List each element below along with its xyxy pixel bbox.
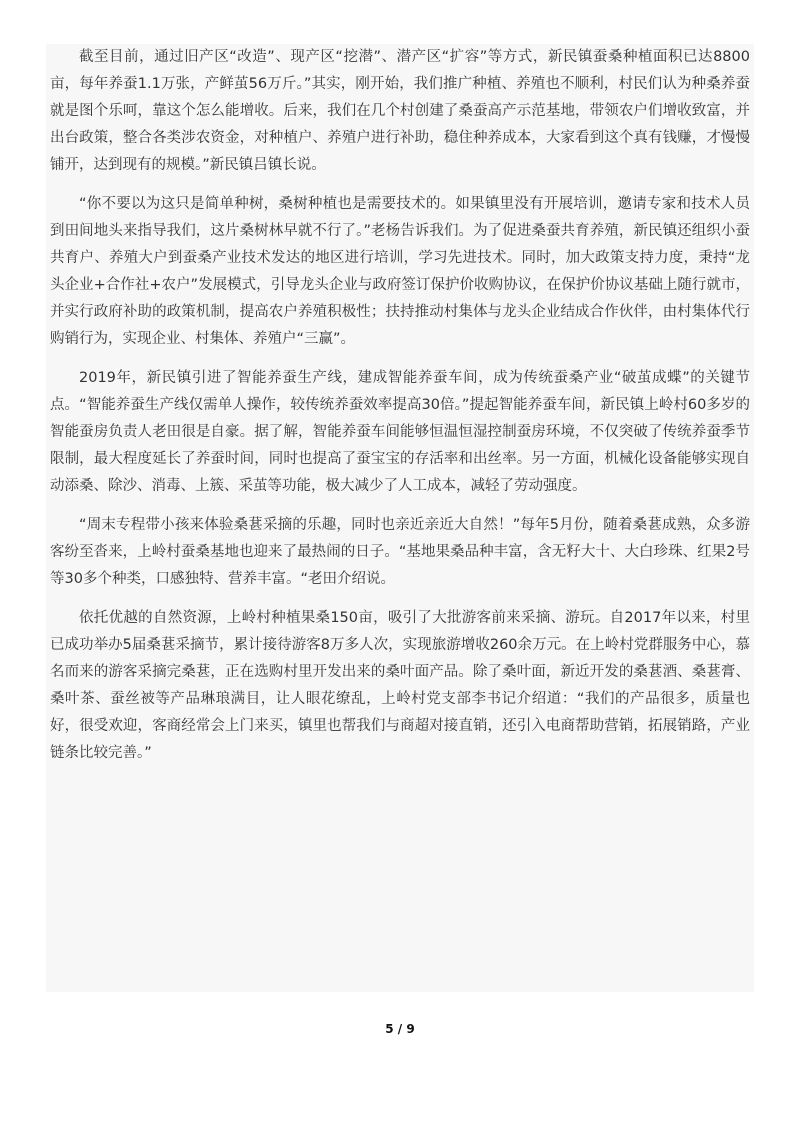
paragraph-3: 2019年，新民镇引进了智能养蚕生产线，建成智能养蚕车间，成为传统蚕桑产业“破茧成蝶”的关键节点。“智能养蚕生产线仅需单人操作，较传统养蚕效率提高30倍。”提起智能养蚕车间，新民镇上岭村60多岁的智能蚕房负责人老田很是自豪。据了解，智能养蚕车间能够恒温恒湿控制蚕房环境，不仅突破了传统养蚕季节限制，最大程度延长了养蚕时间，同时也提高了蚕宝宝的存活率和出丝率。另一方面，机械化设备能够实现自动添桑、除沙、消毒、上簇、采茧等功能，极大减少了人工成本，减轻了劳动强度。 — [50, 370, 750, 494]
document-body — [46, 44, 754, 992]
paragraph-5: 依托优越的自然资源，上岭村种植果桑150亩，吸引了大批游客前来采摘、游玩。自2017年以来，村里已成功举办5届桑葚采摘节，累计接待游客8万多人次，实现旅游增收260余万元。在上岭村党群服务中心，慕名而来的游客采摘完桑葚，正在选购村里开发出来的桑叶面产品。除了桑叶面，新近开发的桑葚酒、桑葚膏、桑叶茶、蚕丝被等产品琳琅满目，让人眼花缭乱，上岭村党支部李书记介绍道：“我们的产品很多，质量也好，很受欢迎，客商经常会上门来买，镇里也帮我们与商超对接直销，还引入电商帮助营销，拓展销路，产业链条比较完善。” — [50, 610, 750, 761]
paragraph-2: “你不要以为这只是简单种树，桑树种植也是需要技术的。如果镇里没有开展培训，邀请专家和技术人员到田间地头来指导我们，这片桑树林早就不行了。”老杨告诉我们。为了促进桑蚕共育养殖，新民镇还组织小蚕共育户、养殖大户到蚕桑产业技术发达的地区进行培训，学习先进技术。同时，加大政策支持力度，秉持“龙头企业+合作社+农户”发展模式，引导龙头企业与政府签订保护价收购协议，在保护价协议基础上随行就市，并实行政府补助的政策机制，提高农户养殖积极性；扶持推动村集体与龙头企业结成合作伙伴，由村集体代行购销行为，实现企业、村集体、养殖户“三赢”。 — [50, 196, 750, 347]
paragraph-1: 截至目前，通过旧产区“改造”、现产区“挖潜”、潜产区“扩容”等方式，新民镇蚕桑种植面积已达8800亩，每年养蚕1.1万张，产鲜茧56万斤。”其实，刚开始，我们推广种植、养殖也不顺利，村民们认为种桑养蚕就是图个乐呵，靠这个怎么能增收。后来，我们在几个村创建了桑蚕高产示范基地，带领农户们增收致富，并出台政策，整合各类涉农资金，对种植户、养殖户进行补助，稳住种养成本，大家看到这个真有钱赚，才慢慢铺开，达到现有的规模。”新民镇吕镇长说。 — [50, 49, 750, 173]
page-number: 5 / 9 — [385, 1022, 415, 1036]
paragraph-4: “周末专程带小孩来体验桑葚采摘的乐趣，同时也亲近亲近大自然！”每年5月份，随着桑葚成熟，众多游客纷至沓来，上岭村蚕桑基地也迎来了最热闹的日子。“基地果桑品种丰富，含无籽大十、大白珍珠、红果2号等30多个种类，口感独特、营养丰富。“老田介绍说。 — [50, 517, 750, 587]
